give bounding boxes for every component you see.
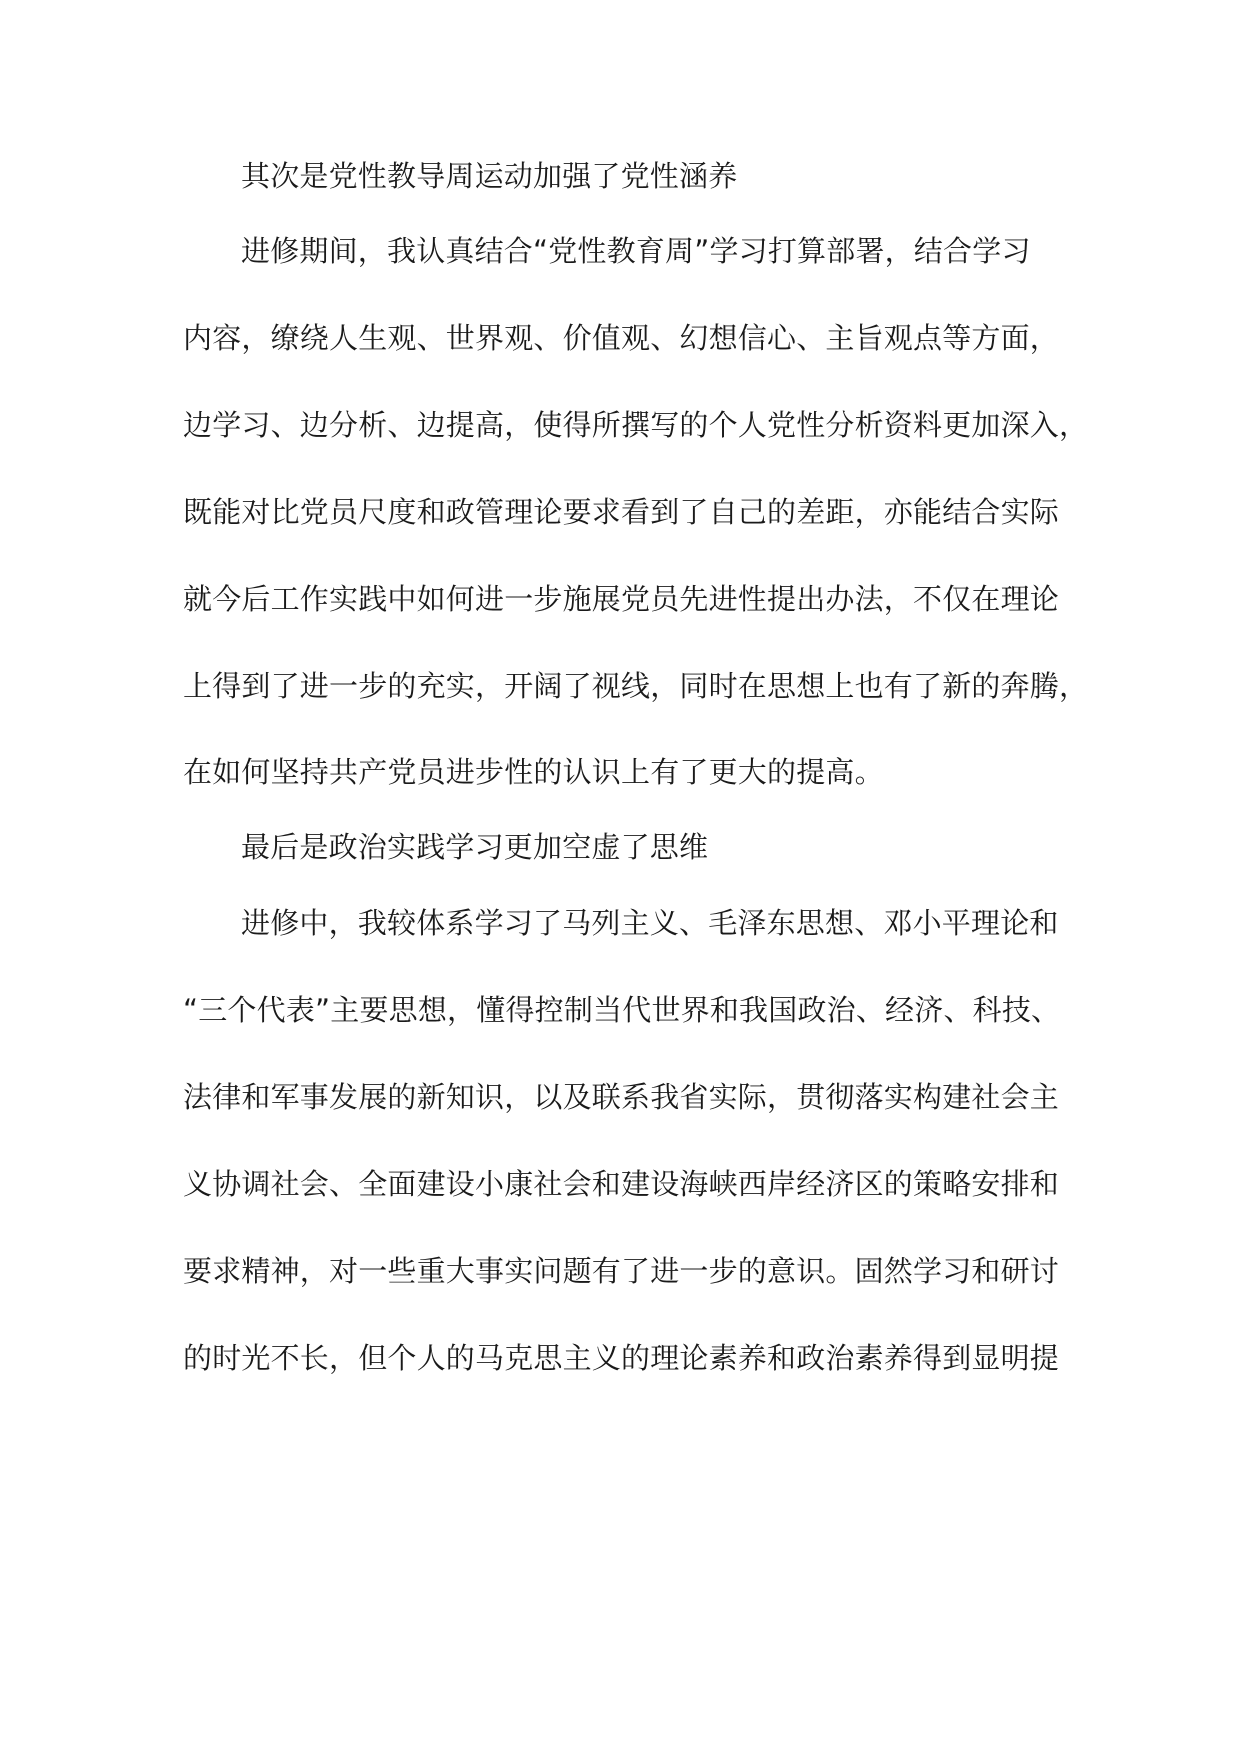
paragraph-line: 义协调社会、全面建设小康社会和建设海峡西岸经济区的策略安排和: [183, 1167, 1060, 1201]
paragraph-line: 要求精神，对一些重大事实问题有了进一步的意识。固然学习和研讨: [183, 1254, 1060, 1288]
paragraph-line: 既能对比党员尺度和政管理论要求看到了自己的差距，亦能结合实际: [183, 495, 1060, 529]
paragraph-line: 的时光不长，但个人的马克思主义的理论素养和政治素养得到显明提: [183, 1341, 1060, 1375]
paragraph-line: 边学习、边分析、边提高，使得所撰写的个人党性分析资料更加深入，: [183, 408, 1089, 442]
paragraph-line: 进修期间，我认真结合“党性教育周”学习打算部署，结合学习: [241, 234, 1031, 268]
paragraph-line: 内容，缭绕人生观、世界观、价值观、幻想信心、主旨观点等方面，: [183, 321, 1060, 355]
paragraph-line: 进修中，我较体系学习了马列主义、毛泽东思想、邓小平理论和: [241, 906, 1059, 940]
section-heading-political-practice: 最后是政治实践学习更加空虚了思维: [241, 830, 709, 864]
paragraph-line: 就今后工作实践中如何进一步施展党员先进性提出办法，不仅在理论: [183, 582, 1060, 616]
paragraph-line: 上得到了进一步的充实，开阔了视线，同时在思想上也有了新的奔腾，: [183, 669, 1089, 703]
section-heading-party-education-week: 其次是党性教导周运动加强了党性涵养: [241, 159, 738, 193]
paragraph-line: 在如何坚持共产党员进步性的认识上有了更大的提高。: [183, 755, 884, 789]
paragraph-line: “三个代表”主要思想，懂得控制当代世界和我国政治、经济、科技、: [183, 993, 1061, 1027]
paragraph-line: 法律和军事发展的新知识，以及联系我省实际，贯彻落实构建社会主: [183, 1080, 1060, 1114]
